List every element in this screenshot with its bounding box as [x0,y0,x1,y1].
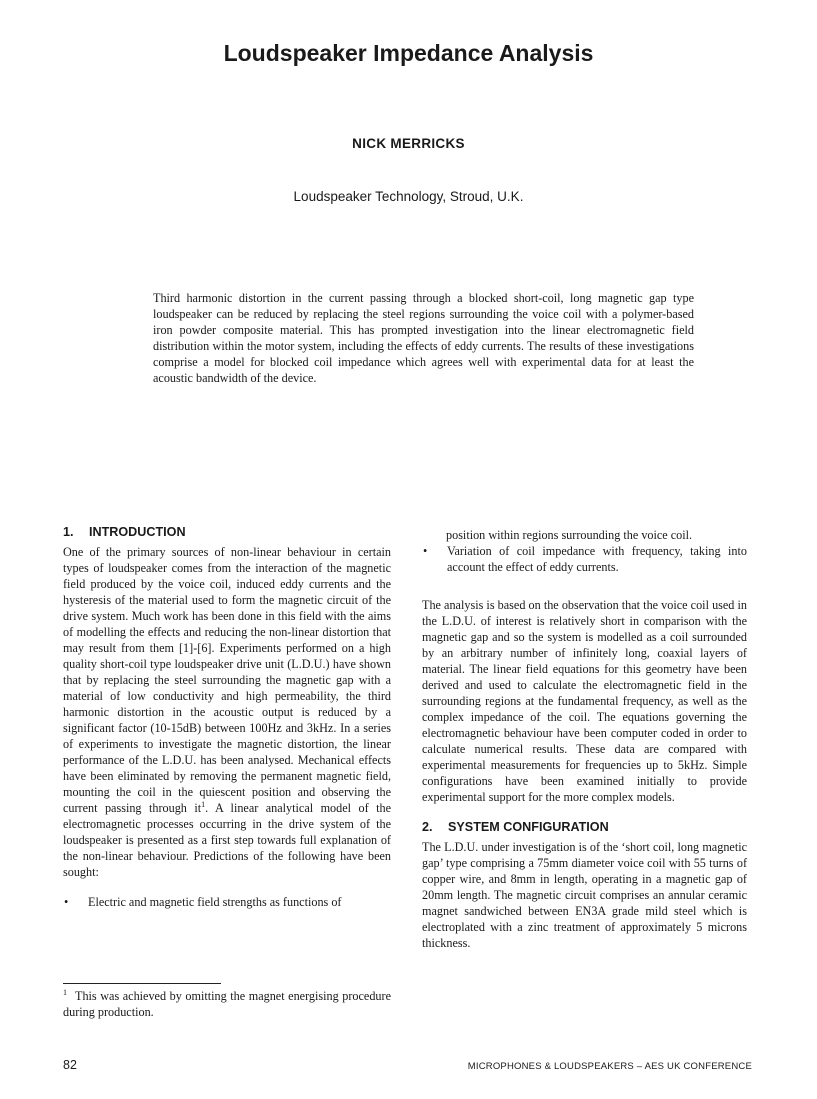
bullet-continuation: position within regions surrounding the voice coil. [446,528,693,542]
page-number: 82 [63,1058,77,1072]
bullet-icon: • [64,895,69,909]
running-footer: MICROPHONES & LOUDSPEAKERS – AES UK CONFERENCE [467,1061,752,1072]
footnote-divider [63,983,221,984]
right-column [422,527,747,951]
intro-paragraph: One of the primary sources of non-linear behaviour in certain types of loudspeaker comes from the interaction of the magnetic field produced by the voice coil, induced eddy currents and the hysteresis of the material used to form the magnetic circuit of the drive system. Much work has been done in this field with the aims of modelling the effects and reducing the non-linear distortion that may result from them [1]-[6]. Experiments performed on a high quality short-coil type loudspeaker drive unit (L.D.U.) have shown that by replacing the steel surrounding the magnetic gap with a material of low conductivity and high permeability, the third harmonic distortion in the acoustic output is reduced by a significant factor (10-15dB) between 100Hz and 3kHz. In a series of experiments to investigate the magnetic distortion, the linear performance of the L.D.U. has been analysed. Mechanical effects have been eliminated by removing the permanent magnetic field, mounting the coil in the quiescent position and observing the current passing through $it^1$. A linear analytical model of the electromagnetic processes occurring in the drive system of the loudspeaker is presented as a first step towards full explanation of the non-linear behaviour. Predictions of the following have been sought: [63,545,391,879]
bullet-icon: • [423,544,428,558]
left-column [63,524,391,910]
abstract: Third harmonic distortion in the current passing through a blocked short-coil, long magnetic gap type loudspeaker can be reduced by replacing the steel regions surrounding the voice coil with a polymer-based iron powder composite material. This has prompted investigation into the linear electromagnetic field distribution within the motor system, including the effects of eddy currents. The results of these investigations comprise a model for blocked coil impedance which agrees well with experimental data for at least the acoustic bandwidth of the device. [153,291,694,385]
section-1-number: 1. [63,525,74,539]
system-config-paragraph: The L.D.U. under investigation is of the ‘short coil, long magnetic gap’ type comprising a 75mm diameter voice coil with 55 turns of copper wire, and 8mm in length, operating in a magnetic gap of 20mm length. The magnetic circuit comprises an annular ceramic magnet sandwiched between EN3A grade mild steel which is electroplated with a zinc treatment of approximately 5 microns thickness. [422,840,747,950]
footnote: $^1$ This was achieved by omitting the magnet energising procedure during production. [63,987,391,1019]
section-2-number: 2. [422,820,433,834]
bullet-text: Electric and magnetic field strengths as functions of [88,895,342,909]
author-affiliation: Loudspeaker Technology, Stroud, U.K. [293,189,524,204]
bullet-item-impedance [422,543,747,575]
footnote-ref: 1 [201,799,206,809]
section-2-heading [422,819,747,835]
paper-title: Loudspeaker Impedance Analysis [223,40,594,66]
section-1-title: INTRODUCTION [89,525,186,539]
bullet-item-fields [63,894,391,910]
section-1-heading [63,524,391,540]
bullet-text: Variation of coil impedance with frequency, taking into account the effect of eddy currents. [447,544,747,574]
section-2-title: SYSTEM CONFIGURATION [448,820,609,834]
author-name: NICK MERRICKS [352,136,465,151]
analysis-paragraph: The analysis is based on the observation that the voice coil used in the L.D.U. of interest is relatively short in comparison with the magnetic gap and so the system is modelled as a coil surrounded by an arbitrary number of infinitely long, coaxial layers of material. The linear field equations for this geometry have been derived and used to calculate the electromagnetic field in the surrounding regions at the fundamental frequency, as well as the complex impedance of the coil. The equations governing the electromagnetic behaviour have been computer coded in order to calculate numerical results. These data are compared with experimental measurements for frequencies up to 5kHz. Simple configurations have been examined initially to provide experimental support for the more complex models. [422,598,747,804]
footnote-text: This was achieved by omitting the magnet energising procedure during production. [63,989,391,1019]
